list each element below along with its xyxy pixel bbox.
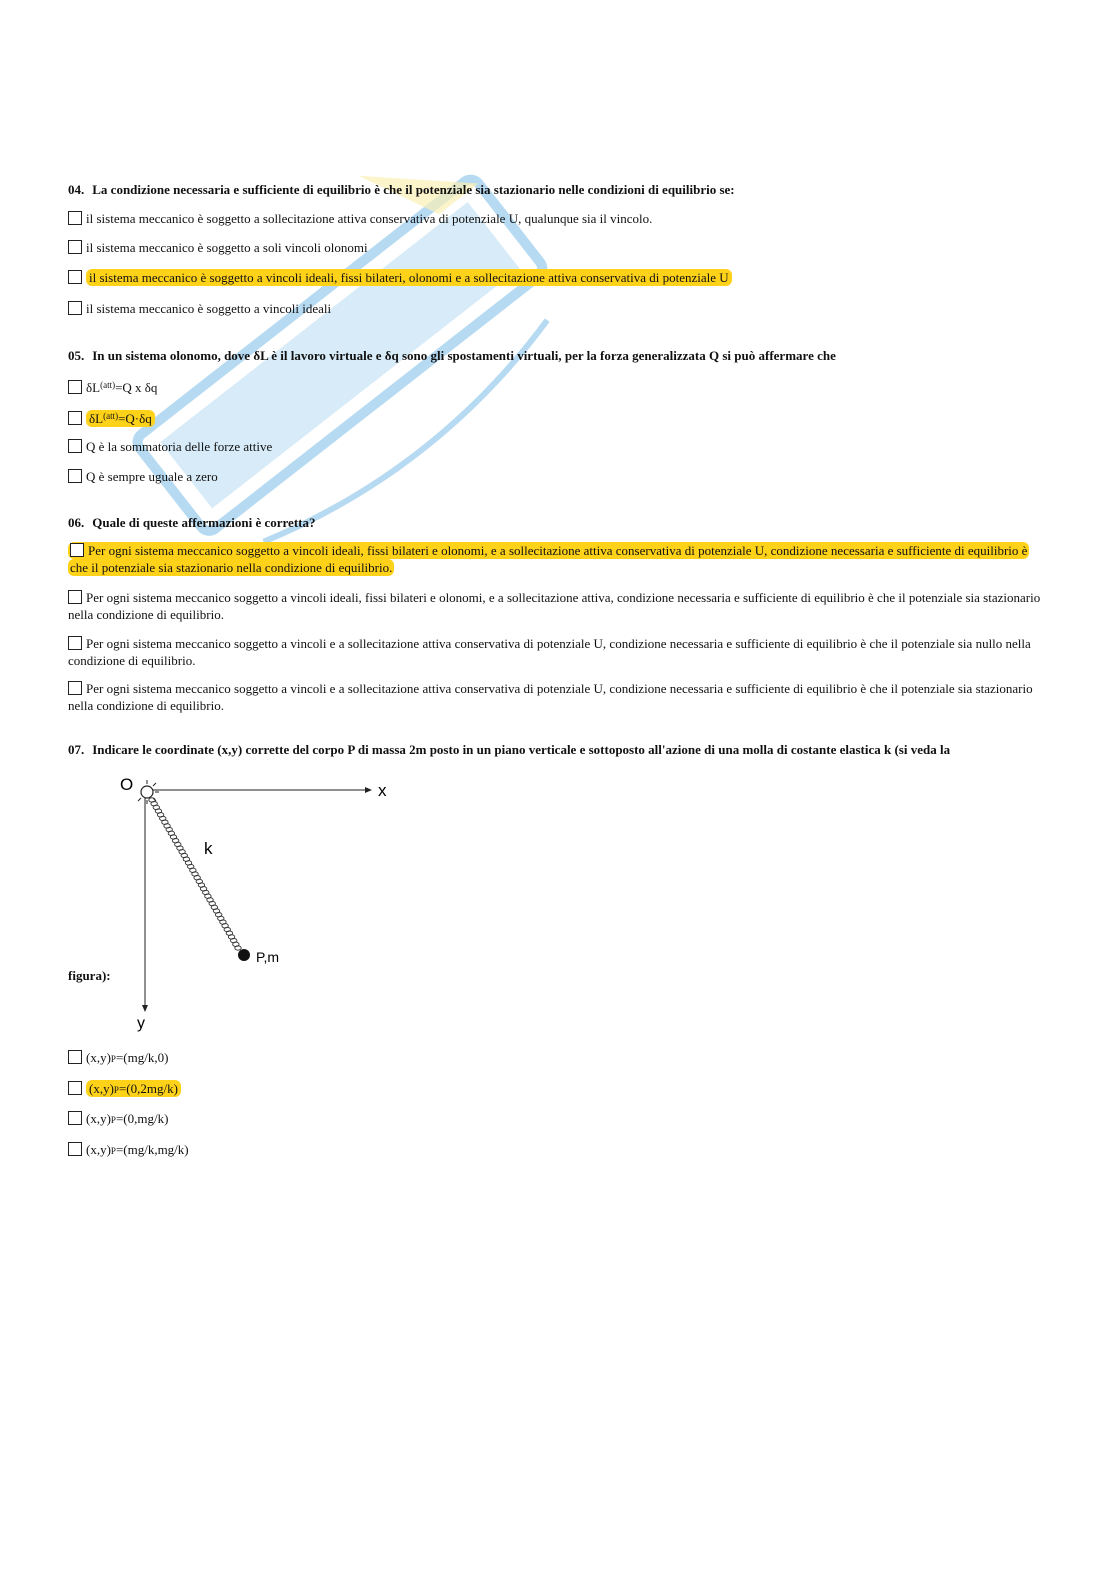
option-text-highlighted: il sistema meccanico è soggetto a vincoli ideali, fissi bilateri, olonomi e a sollecitazione attiva conservativa di potenziale U	[86, 269, 732, 286]
option-text: il sistema meccanico è soggetto a soli vincoli olonomi	[86, 240, 368, 255]
option-text: il sistema meccanico è soggetto a sollecitazione attiva conservativa di potenziale U, qualunque sia il vincolo.	[86, 211, 653, 226]
question-number: 05.	[68, 348, 85, 363]
question-text: In un sistema olonomo, dove δL è il lavoro virtuale e δq sono gli spostamenti virtuali, per la forza generalizzata Q si può affermare che	[92, 348, 836, 363]
checkbox[interactable]	[68, 590, 82, 604]
question-number: 07.	[68, 742, 85, 757]
spring-diagram	[110, 770, 410, 1035]
option-04-3[interactable]	[68, 270, 1044, 287]
spring-label: k	[204, 839, 213, 858]
y-axis-label: y	[137, 1015, 145, 1032]
question-number: 06.	[68, 515, 85, 530]
question-text: Indicare le coordinate (x,y) corrette del corpo P di massa 2m posto in un piano verticale e sottoposto all'azione di una molla di costante elastica k (si veda la	[92, 742, 951, 757]
option-text: Q è la sommatoria delle forze attive	[86, 439, 273, 454]
y-axis-arrow	[142, 1005, 148, 1012]
checkbox[interactable]	[68, 411, 82, 425]
question-06	[68, 515, 315, 531]
option-06-1[interactable]	[68, 543, 1044, 576]
option-text-highlighted: (x,y)P=(0,2mg/k)	[86, 1080, 181, 1097]
checkbox[interactable]	[68, 636, 82, 650]
figure-text: figura):	[68, 968, 111, 983]
checkbox[interactable]	[70, 543, 84, 557]
question-number: 04.	[68, 182, 85, 197]
question-text: La condizione necessaria e sufficiente di equilibrio è che il potenziale sia stazionario nelle condizioni di equilibrio se:	[92, 182, 735, 197]
mass-point	[238, 949, 250, 961]
checkbox[interactable]	[68, 681, 82, 695]
option-05-3[interactable]	[68, 439, 1044, 456]
option-05-2[interactable]	[68, 408, 1044, 428]
checkbox[interactable]	[68, 211, 82, 225]
point-label: P,m	[256, 949, 280, 965]
option-text: (x,y)P=(mg/k,0)	[86, 1050, 169, 1065]
checkbox[interactable]	[68, 301, 82, 315]
option-06-4[interactable]	[68, 681, 1044, 714]
checkbox[interactable]	[68, 439, 82, 453]
checkbox[interactable]	[68, 240, 82, 254]
option-06-2[interactable]	[68, 590, 1044, 623]
option-07-4[interactable]	[68, 1142, 1044, 1160]
checkbox[interactable]	[68, 270, 82, 284]
option-text: $\delta L^{(att)}=Q$ x δq	[86, 380, 158, 395]
checkbox[interactable]	[68, 1081, 82, 1095]
option-text: Per ogni sistema meccanico soggetto a vincoli e a sollecitazione attiva conservativa di potenziale U, condizione necessaria e sufficiente di equilibrio è che il potenziale sia nullo nella condizione di equilibrio.	[68, 636, 1031, 668]
question-05	[68, 348, 836, 364]
x-axis-arrow	[365, 787, 372, 793]
option-05-4[interactable]	[68, 469, 1044, 486]
option-06-3[interactable]	[68, 636, 1044, 669]
checkbox[interactable]	[68, 469, 82, 483]
option-04-1[interactable]	[68, 211, 1044, 228]
option-text: Per ogni sistema meccanico soggetto a vincoli ideali, fissi bilateri e olonomi, e a sollecitazione attiva, condizione necessaria e sufficiente di equilibrio è che il potenziale sia stazionario nella condizione di equilibrio.	[68, 590, 1041, 622]
option-text: (x,y)P=(mg/k,mg/k)	[86, 1142, 189, 1157]
option-text: Per ogni sistema meccanico soggetto a vincoli e a sollecitazione attiva conservativa di potenziale U, condizione necessaria e sufficiente di equilibrio è che il potenziale sia stazionario nella condizione di equilibrio.	[68, 681, 1033, 713]
checkbox[interactable]	[68, 1142, 82, 1156]
question-07	[68, 742, 950, 758]
option-04-4[interactable]	[68, 301, 1044, 318]
checkbox[interactable]	[68, 1111, 82, 1125]
origin-label: O	[120, 775, 134, 794]
option-text-highlighted: $\delta L^{(att)}=Q\cdot\delta q$	[86, 410, 155, 427]
question-04	[68, 182, 735, 198]
option-05-1[interactable]	[68, 377, 1044, 397]
option-text: Q è sempre uguale a zero	[86, 469, 218, 484]
option-07-2[interactable]	[68, 1081, 1044, 1099]
x-axis-label: x	[378, 781, 387, 800]
option-text-highlighted: Per ogni sistema meccanico soggetto a vincoli ideali, fissi bilateri e olonomi, e a sollecitazione attiva conservativa di potenziale U, condizione necessaria e sufficiente di equilibrio è che il potenziale sia stazionario nella condizione di equilibrio.	[70, 543, 1028, 575]
option-text: il sistema meccanico è soggetto a vincoli ideali	[86, 301, 332, 316]
checkbox[interactable]	[68, 1050, 82, 1064]
checkbox[interactable]	[68, 380, 82, 394]
spring	[149, 798, 241, 950]
question-text: Quale di queste affermazioni è corretta?	[92, 515, 316, 530]
option-text: (x,y)P=(0,mg/k)	[86, 1111, 169, 1126]
option-07-3[interactable]	[68, 1111, 1044, 1129]
option-07-1[interactable]	[68, 1050, 1044, 1068]
option-04-2[interactable]	[68, 240, 1044, 257]
